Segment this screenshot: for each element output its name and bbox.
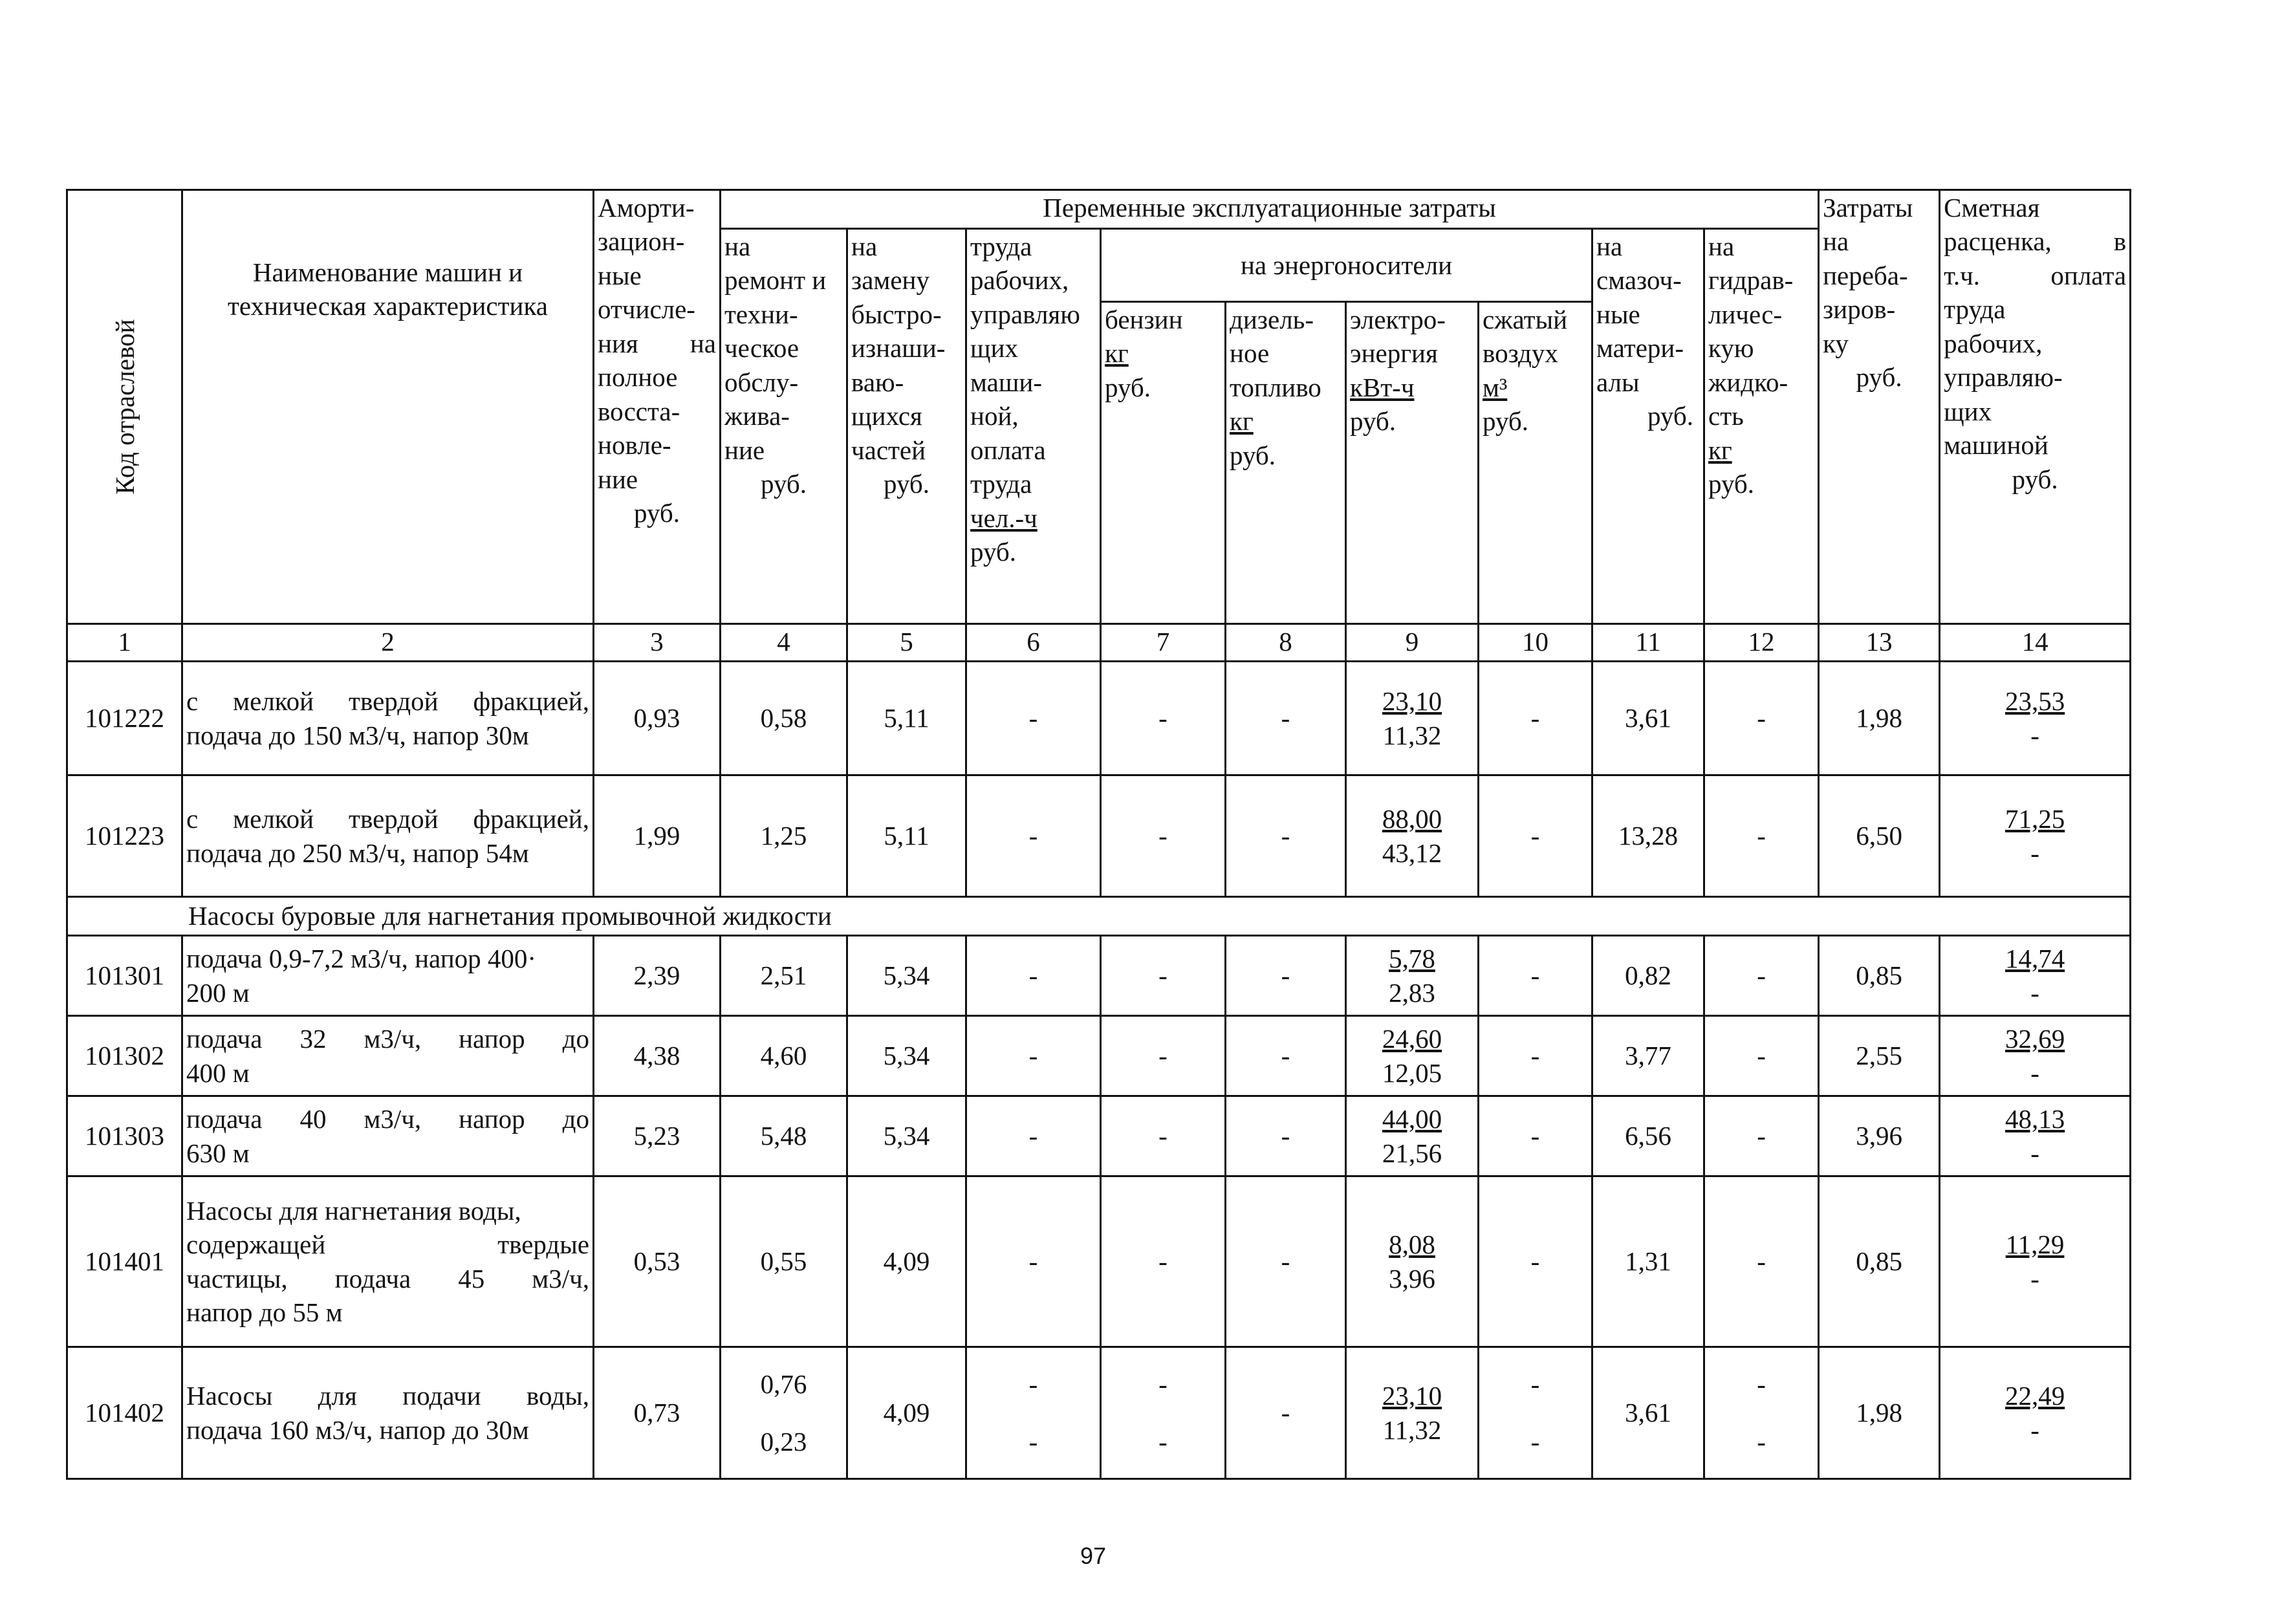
- cell-electricity: [1346, 1347, 1479, 1479]
- hdr9-unit-bottom: руб.: [1350, 406, 1396, 437]
- hdr3-l4: ния на: [598, 328, 716, 358]
- hdr5-l5: щихся: [851, 401, 922, 431]
- cell-estimate-rate-labor: -: [2030, 977, 2039, 1008]
- header-energy: [1101, 229, 1592, 302]
- header-estimate-rate: [1940, 190, 2131, 624]
- cell-lubricants: 3,77: [1592, 1016, 1704, 1096]
- cell-electricity-cost: 3,96: [1389, 1263, 1435, 1294]
- row-name: [182, 1096, 594, 1176]
- cell-amortization: 1,99: [594, 775, 721, 897]
- header-compressed-air: [1479, 302, 1592, 624]
- hdr6-l1: рабочих,: [970, 265, 1069, 296]
- row-name-line: 200 м: [186, 977, 250, 1008]
- cell-lubricants: 13,28: [1592, 775, 1704, 897]
- table-row: [67, 1176, 2131, 1347]
- hdr8-l1: ное: [1230, 338, 1270, 369]
- cell-diesel: -: [1226, 1096, 1346, 1176]
- cell-electricity-cost: 11,32: [1382, 720, 1442, 750]
- hdr4-l5: жива-: [724, 401, 790, 431]
- hdr14-l7: машиной: [1944, 430, 2048, 460]
- cell-electricity-cost: 2,83: [1389, 977, 1435, 1008]
- cell-estimate-rate-total: 48,13: [2005, 1104, 2065, 1134]
- cell-wear-parts: 5,11: [847, 775, 966, 897]
- hdr4-l4: обслу-: [724, 367, 799, 397]
- row-code: 101222: [67, 662, 182, 775]
- cell-compressed-air-top: -: [1530, 1369, 1540, 1400]
- hdr3-l0: Аморти-: [598, 193, 695, 222]
- cell-electricity-cost: 12,05: [1382, 1057, 1442, 1088]
- hdr3-unit: руб.: [633, 498, 680, 528]
- cell-labor: -: [966, 936, 1101, 1016]
- cell-repair: [721, 1347, 847, 1479]
- cell-hydraulic-bottom: -: [1757, 1426, 1766, 1456]
- row-name-line: подача до 150 м3/ч, напор 30м: [186, 720, 529, 750]
- hdr14-l4: рабочих,: [1944, 328, 2043, 358]
- cell-hydraulic: -: [1704, 1176, 1819, 1347]
- hdr4-l3: ческое: [724, 333, 799, 363]
- header-row-top: [67, 190, 2131, 229]
- hdr13-l2: переба-: [1823, 260, 1908, 290]
- row-name: [182, 775, 594, 897]
- hdr8-l0: дизель-: [1230, 305, 1314, 334]
- cell-labor: -: [966, 1096, 1101, 1176]
- header-electricity: [1346, 302, 1479, 624]
- hdr11-l0: на: [1596, 232, 1623, 261]
- row-name: [182, 1016, 594, 1096]
- cell-estimate-rate: [1940, 1096, 2131, 1176]
- header-name: [182, 190, 594, 624]
- cell-estimate-rate: [1940, 662, 2131, 775]
- table-row: [67, 775, 2131, 897]
- cell-electricity-qty: 24,60: [1382, 1024, 1442, 1054]
- cell-lubricants: 0,82: [1592, 936, 1704, 1016]
- cell-repair: 4,60: [721, 1016, 847, 1096]
- cell-amortization: 0,73: [594, 1347, 721, 1479]
- row-name-line: подача 32 м3/ч, напор до: [186, 1024, 589, 1054]
- row-name-line: 400 м: [186, 1057, 250, 1088]
- hdr12-l1: гидрав-: [1708, 265, 1794, 296]
- hdr6-l3: щих: [970, 333, 1019, 363]
- hdr3-l5: полное: [598, 362, 678, 393]
- cell-lubricants: 1,31: [1592, 1176, 1704, 1347]
- hdr3-l8: ние: [598, 464, 638, 494]
- cell-relocation: 1,98: [1819, 1347, 1940, 1479]
- cell-amortization: 2,39: [594, 936, 721, 1016]
- header-diesel: [1226, 302, 1346, 624]
- cell-electricity-cost: 11,32: [1382, 1414, 1442, 1445]
- row-name-line: с мелкой твердой фракцией,: [186, 686, 589, 717]
- table-row: [67, 1347, 2131, 1479]
- hdr7-unit-top: кг: [1105, 338, 1129, 369]
- header-code-label: Код отраслевой: [109, 319, 140, 495]
- cell-relocation: 6,50: [1819, 775, 1940, 897]
- cell-relocation: 2,55: [1819, 1016, 1940, 1096]
- row-name-line: напор до 55 м: [186, 1297, 343, 1327]
- hdr8-unit-top: кг: [1230, 406, 1254, 437]
- hdr12-unit-top: кг: [1708, 435, 1732, 465]
- row-name-line: подача 160 м3/ч, напор до 30м: [186, 1414, 529, 1445]
- cell-repair: 0,58: [721, 662, 847, 775]
- section-row: [67, 897, 2131, 936]
- section-title-text: Насосы буровые для нагнетания промывочной жидкости: [188, 901, 832, 931]
- table-row: [67, 662, 2131, 775]
- hdr12-l2: личес-: [1708, 299, 1783, 329]
- cell-relocation: 0,85: [1819, 1176, 1940, 1347]
- hdr6-l2: управляю: [970, 299, 1080, 329]
- hdr10-unit-top: м³: [1483, 372, 1508, 402]
- cell-electricity: [1346, 936, 1479, 1016]
- cell-gasoline: [1101, 1347, 1226, 1479]
- row-code: 101302: [67, 1016, 182, 1096]
- cell-electricity: [1346, 1176, 1479, 1347]
- colnum-10: 10: [1479, 624, 1592, 662]
- hdr4-l1: ремонт и: [724, 265, 827, 296]
- colnum-12: 12: [1704, 624, 1819, 662]
- cell-amortization: 5,23: [594, 1096, 721, 1176]
- cell-estimate-rate-labor: -: [2030, 1057, 2039, 1088]
- cell-electricity-qty: 88,00: [1382, 804, 1442, 834]
- cell-electricity-cost: 21,56: [1382, 1138, 1442, 1168]
- cell-labor-top: -: [1028, 1369, 1038, 1400]
- cell-repair-bottom: 0,23: [760, 1426, 807, 1456]
- cell-estimate-rate-total: 11,29: [2005, 1229, 2065, 1260]
- cell-wear-parts: 4,09: [847, 1347, 966, 1479]
- hdr5-l2: быстро-: [851, 299, 942, 329]
- cell-electricity-qty: 44,00: [1382, 1104, 1442, 1134]
- colnum-9: 9: [1346, 624, 1479, 662]
- cell-hydraulic: -: [1704, 936, 1819, 1016]
- section-title: [67, 897, 2131, 936]
- cell-relocation: 0,85: [1819, 936, 1940, 1016]
- hdr12-l0: на: [1708, 232, 1735, 261]
- hdr5-l6: частей: [851, 435, 926, 465]
- hdr6-unit-bottom: руб.: [970, 537, 1017, 567]
- hdr10-l0: сжатый: [1483, 305, 1568, 334]
- hdr5-l3: изнаши-: [851, 333, 946, 363]
- hdr10-unit-bottom: руб.: [1483, 406, 1529, 437]
- cell-lubricants: 3,61: [1592, 662, 1704, 775]
- row-name-line: частицы, подача 45 м3/ч,: [186, 1263, 589, 1294]
- row-name-line: 630 м: [186, 1138, 250, 1168]
- page-number: 97: [1080, 1543, 1107, 1569]
- cell-labor: -: [966, 775, 1101, 897]
- cell-wear-parts: 4,09: [847, 1176, 966, 1347]
- cell-labor: [966, 1347, 1101, 1479]
- cell-gasoline-bottom: -: [1158, 1426, 1168, 1456]
- header-labor: [966, 229, 1101, 624]
- table-row: [67, 1096, 2131, 1176]
- cell-hydraulic-top: -: [1757, 1369, 1766, 1400]
- cell-estimate-rate-labor: -: [2030, 1138, 2039, 1168]
- cell-electricity-cost: 43,12: [1382, 838, 1442, 868]
- cell-electricity-qty: 5,78: [1389, 944, 1435, 974]
- cell-estimate-rate-labor: -: [2030, 838, 2039, 868]
- header-code: [67, 190, 182, 624]
- cell-diesel: -: [1226, 1347, 1346, 1479]
- cell-estimate-rate: [1940, 936, 2131, 1016]
- hdr4-l0: на: [724, 232, 751, 261]
- hdr4-unit: руб.: [760, 469, 807, 499]
- hdr7-unit-bottom: руб.: [1105, 372, 1151, 402]
- cell-estimate-rate-total: 32,69: [2005, 1024, 2065, 1054]
- cell-gasoline: -: [1101, 1016, 1226, 1096]
- cell-estimate-rate-total: 22,49: [2005, 1381, 2065, 1411]
- hdr13-unit: руб.: [1856, 362, 1902, 393]
- hdr9-l0: электро-: [1350, 305, 1446, 334]
- rates-table: [66, 189, 2131, 1480]
- cell-electricity: [1346, 775, 1479, 897]
- cell-gasoline: -: [1101, 1176, 1226, 1347]
- row-name-line: подача 40 м3/ч, напор до: [186, 1104, 589, 1134]
- hdr3-l1: зацион-: [598, 226, 685, 257]
- cell-hydraulic: -: [1704, 775, 1819, 897]
- cell-electricity-qty: 23,10: [1382, 686, 1442, 717]
- row-code: 101223: [67, 775, 182, 897]
- cell-hydraulic: -: [1704, 1016, 1819, 1096]
- cell-estimate-rate: [1940, 1016, 2131, 1096]
- cell-electricity: [1346, 662, 1479, 775]
- table-row: [67, 936, 2131, 1016]
- hdr10-l1: воздух: [1483, 338, 1558, 369]
- hdr4-l6: ние: [724, 435, 765, 465]
- cell-repair: 0,55: [721, 1176, 847, 1347]
- row-name-line: Насосы для нагнетания воды,: [186, 1195, 521, 1226]
- cell-amortization: 4,38: [594, 1016, 721, 1096]
- row-name: [182, 936, 594, 1016]
- hdr3-l2: ные: [598, 260, 642, 290]
- hdr3-l7: новле-: [598, 430, 671, 460]
- colnum-1: 1: [67, 624, 182, 662]
- colnum-13: 13: [1819, 624, 1940, 662]
- cell-electricity: [1346, 1096, 1479, 1176]
- header-variable-costs: [721, 190, 1819, 229]
- cell-estimate-rate-labor: -: [2030, 1263, 2039, 1294]
- hdr14-l6: щих: [1944, 396, 1992, 426]
- cell-estimate-rate-labor: -: [2030, 1414, 2039, 1445]
- header-wear-parts: [847, 229, 966, 624]
- cell-repair: 2,51: [721, 936, 847, 1016]
- column-numbers-row: [67, 624, 2131, 662]
- colnum-3: 3: [594, 624, 721, 662]
- cell-gasoline: -: [1101, 775, 1226, 897]
- cell-compressed-air: -: [1479, 1176, 1592, 1347]
- hdr9-unit-top: кВт-ч: [1350, 372, 1415, 402]
- cell-amortization: 0,93: [594, 662, 721, 775]
- hdr6-l4: маши-: [970, 367, 1043, 397]
- colnum-6: 6: [966, 624, 1101, 662]
- row-code: 101301: [67, 936, 182, 1016]
- row-name: [182, 662, 594, 775]
- cell-lubricants: 6,56: [1592, 1096, 1704, 1176]
- hdr11-l4: алы: [1596, 367, 1640, 397]
- cell-labor: -: [966, 1016, 1101, 1096]
- hdr11-unit: руб.: [1647, 401, 1693, 431]
- header-repair: [721, 229, 847, 624]
- cell-wear-parts: 5,34: [847, 1096, 966, 1176]
- cell-estimate-rate: [1940, 1347, 2131, 1479]
- cell-estimate-rate-total: 23,53: [2005, 686, 2065, 717]
- cell-electricity: [1346, 1016, 1479, 1096]
- cell-hydraulic: -: [1704, 662, 1819, 775]
- header-relocation: [1819, 190, 1940, 624]
- cell-compressed-air: -: [1479, 936, 1592, 1016]
- cell-compressed-air: -: [1479, 662, 1592, 775]
- cell-wear-parts: 5,34: [847, 936, 966, 1016]
- hdr11-l3: матери-: [1596, 333, 1684, 363]
- row-code: 101402: [67, 1347, 182, 1479]
- hdr14-l0: Сметная: [1944, 193, 2040, 222]
- cell-estimate-rate: [1940, 775, 2131, 897]
- cell-labor-bottom: -: [1028, 1426, 1038, 1456]
- header-lubricants: [1592, 229, 1704, 624]
- hdr11-l1: смазоч-: [1596, 265, 1682, 296]
- cell-diesel: -: [1226, 1176, 1346, 1347]
- cell-wear-parts: 5,11: [847, 662, 966, 775]
- cell-estimate-rate: [1940, 1176, 2131, 1347]
- header-gasoline: [1101, 302, 1226, 624]
- row-name-line: с мелкой твердой фракцией,: [186, 804, 589, 834]
- cell-compressed-air-bottom: -: [1530, 1426, 1540, 1456]
- colnum-4: 4: [721, 624, 847, 662]
- hdr4-l2: техни-: [724, 299, 798, 329]
- cell-diesel: -: [1226, 775, 1346, 897]
- hdr7-label: бензин: [1105, 305, 1183, 334]
- cell-gasoline: -: [1101, 662, 1226, 775]
- cell-estimate-rate-total: 14,74: [2005, 944, 2065, 974]
- cell-electricity-qty: 23,10: [1382, 1381, 1442, 1411]
- cell-repair-top: 0,76: [760, 1369, 807, 1400]
- cell-hydraulic: [1704, 1347, 1819, 1479]
- colnum-8: 8: [1226, 624, 1346, 662]
- hdr5-unit: руб.: [883, 469, 930, 499]
- header-name-label: Наименование машин и техническая характеристика: [228, 257, 548, 321]
- row-code: 101303: [67, 1096, 182, 1176]
- header-hydraulic: [1704, 229, 1819, 624]
- row-name-line: содержащей твердые: [186, 1229, 589, 1260]
- colnum-5: 5: [847, 624, 966, 662]
- cell-labor: -: [966, 662, 1101, 775]
- row-name-line: подача 0,9-7,2 м3/ч, напор 400·: [186, 944, 537, 974]
- hdr14-l3: труда: [1944, 294, 2006, 325]
- hdr6-l6: оплата: [970, 435, 1046, 465]
- hdr14-l1: расценка, в: [1944, 226, 2127, 257]
- hdr3-l6: восста-: [598, 396, 680, 426]
- cell-lubricants: 3,61: [1592, 1347, 1704, 1479]
- hdr14-l5: управляю-: [1944, 362, 2063, 393]
- cell-hydraulic: -: [1704, 1096, 1819, 1176]
- hdr13-l1: на: [1823, 226, 1849, 257]
- cell-diesel: -: [1226, 662, 1346, 775]
- cell-estimate-rate-total: 71,25: [2005, 804, 2065, 834]
- colnum-14: 14: [1940, 624, 2131, 662]
- cell-relocation: 3,96: [1819, 1096, 1940, 1176]
- row-code: 101401: [67, 1176, 182, 1347]
- hdr12-l4: жидко-: [1708, 367, 1788, 397]
- colnum-11: 11: [1592, 624, 1704, 662]
- cell-diesel: -: [1226, 936, 1346, 1016]
- hdr13-l3: зиров-: [1823, 294, 1896, 325]
- hdr13-l4: ку: [1823, 328, 1849, 358]
- colnum-7: 7: [1101, 624, 1226, 662]
- hdr12-l5: сть: [1708, 401, 1744, 431]
- cell-electricity-qty: 8,08: [1389, 1229, 1435, 1260]
- cell-estimate-rate-labor: -: [2030, 720, 2039, 750]
- hdr12-l3: кую: [1708, 333, 1754, 363]
- row-name-line: подача до 250 м3/ч, напор 54м: [186, 838, 529, 868]
- cell-compressed-air: -: [1479, 775, 1592, 897]
- cell-repair: 1,25: [721, 775, 847, 897]
- hdr11-l2: ные: [1596, 299, 1640, 329]
- hdr3-l3: отчисле-: [598, 294, 695, 325]
- cell-amortization: 0,53: [594, 1176, 721, 1347]
- colnum-2: 2: [182, 624, 594, 662]
- hdr13-l0: Затраты: [1823, 193, 1913, 222]
- hdr8-unit-bottom: руб.: [1230, 440, 1276, 470]
- hdr6-l0: труда: [970, 232, 1032, 261]
- hdr6-l7: труда: [970, 469, 1032, 499]
- cell-gasoline: -: [1101, 936, 1226, 1016]
- cell-relocation: 1,98: [1819, 662, 1940, 775]
- row-name-line: Насосы для подачи воды,: [186, 1381, 589, 1411]
- cell-wear-parts: 5,34: [847, 1016, 966, 1096]
- cell-compressed-air: [1479, 1347, 1592, 1479]
- hdr14-unit: руб.: [2012, 464, 2058, 494]
- hdr5-l0: на: [851, 232, 878, 261]
- hdr5-l1: замену: [851, 265, 929, 296]
- hdr9-l1: энергия: [1350, 338, 1438, 369]
- hdr6-unit-top: чел.-ч: [970, 503, 1038, 533]
- row-name: [182, 1347, 594, 1479]
- cell-gasoline: -: [1101, 1096, 1226, 1176]
- cell-diesel: -: [1226, 1016, 1346, 1096]
- header-energy-label: на энергоносители: [1240, 250, 1453, 280]
- cell-compressed-air: -: [1479, 1096, 1592, 1176]
- header-variable-costs-label: Переменные эксплуатационные затраты: [1043, 193, 1496, 222]
- hdr5-l4: ваю-: [851, 367, 904, 397]
- cell-repair: 5,48: [721, 1096, 847, 1176]
- cell-labor: -: [966, 1176, 1101, 1347]
- table-row: [67, 1016, 2131, 1096]
- hdr8-l2: топливо: [1230, 372, 1321, 402]
- cell-gasoline-top: -: [1158, 1369, 1168, 1400]
- row-name: [182, 1176, 594, 1347]
- hdr12-unit-bottom: руб.: [1708, 469, 1755, 499]
- cell-compressed-air: -: [1479, 1016, 1592, 1096]
- hdr6-l5: ной,: [970, 401, 1019, 431]
- header-amortization: [594, 190, 721, 624]
- hdr14-l2: т.ч. оплата: [1944, 260, 2127, 290]
